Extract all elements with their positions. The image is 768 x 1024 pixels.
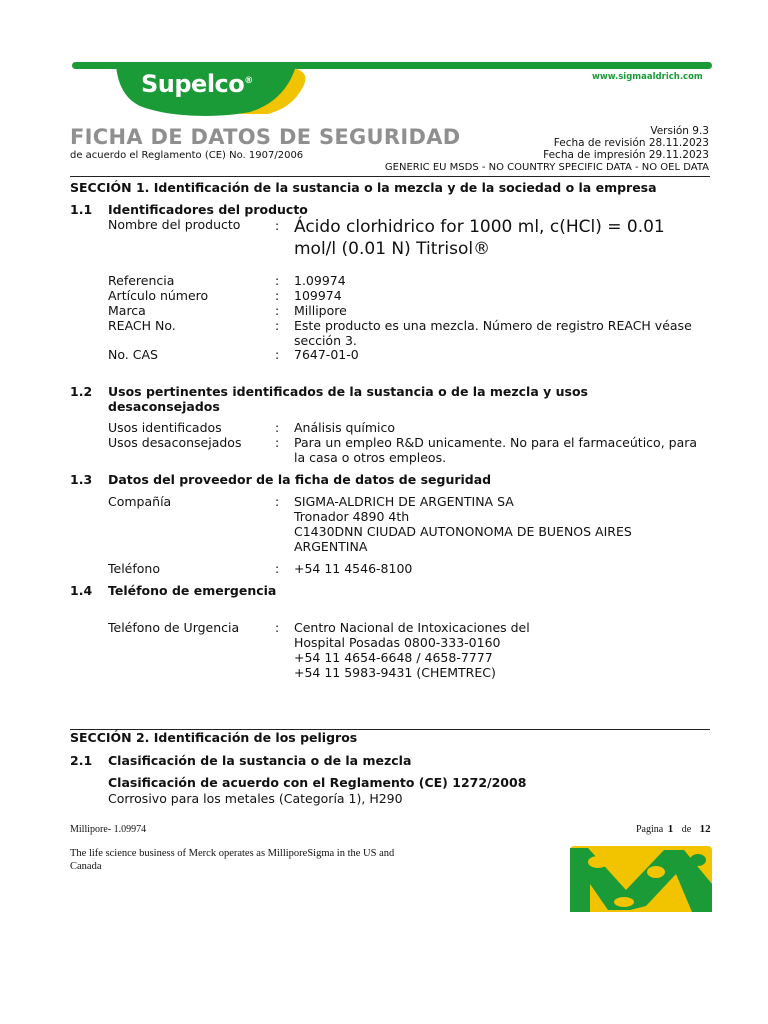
product-name-label: Nombre del producto [108, 217, 241, 232]
emergency-line: +54 11 5983-9431 (CHEMTREC) [294, 665, 496, 680]
subsection-number: 1.4 [70, 583, 93, 598]
colon: : [275, 347, 280, 362]
header-banner [0, 52, 768, 122]
classification-item: Corrosivo para los metales (Categoría 1), H290 [108, 791, 403, 806]
revision-date: Fecha de revisión 28.11.2023 [553, 137, 709, 149]
disclaimer-line: Canada [70, 861, 102, 872]
subsection-number: 1.2 [70, 384, 93, 399]
page-total: 12 [699, 823, 711, 835]
brand-value: Millipore [294, 303, 347, 318]
reference-value: 1.09974 [294, 273, 346, 288]
discouraged-uses-label: Usos desaconsejados [108, 435, 242, 450]
subsection-number: 1.1 [70, 202, 93, 217]
emergency-phone-value [294, 620, 719, 680]
colon: : [275, 420, 280, 435]
website-link[interactable]: www.sigmaaldrich.com [592, 72, 703, 82]
reach-value [294, 318, 719, 348]
footer-product-ref: Millipore- 1.09974 [70, 824, 147, 835]
discouraged-uses-line: Para un empleo R&D unicamente. No para el farmaceútico, para [294, 435, 698, 450]
phone-value[interactable]: +54 11 4546-8100 [294, 561, 413, 576]
reference-label: Referencia [108, 273, 175, 288]
emergency-phone-label: Teléfono de Urgencia [108, 620, 240, 635]
subsection-title: Datos del proveedor de la ficha de datos de seguridad [108, 472, 492, 487]
regulation-line: de acuerdo el Reglamento (CE) No. 1907/2006 [70, 150, 304, 161]
product-name-line: mol/l (0.01 N) Titrisol® [294, 239, 491, 259]
print-date: Fecha de impresión 29.11.2023 [543, 149, 709, 161]
section1-title: SECCIÓN 1. Identificación de la sustancia o la mezcla y de la sociedad o la empresa [70, 180, 657, 195]
generic-note: GENERIC EU MSDS - NO COUNTRY SPECIFIC DATA - NO OEL DATA [384, 162, 709, 173]
colon: : [275, 273, 280, 288]
brand-logo [141, 70, 253, 98]
brand-name: Supelco [141, 70, 245, 98]
colon: : [275, 318, 280, 333]
discouraged-uses-value [294, 435, 719, 465]
cas-label: No. CAS [108, 347, 158, 362]
subsection-title-line: Usos pertinentes identificados de la sustancia o de la mezcla y usos [108, 384, 588, 399]
disclaimer-line: The life science business of Merck operates as MilliporeSigma in the US and [70, 848, 395, 859]
colon: : [275, 288, 280, 303]
colon: : [275, 561, 280, 576]
page-label: Pagina [636, 824, 664, 835]
page-indicator [636, 823, 711, 835]
reach-line: Este producto es una mezcla. Número de registro REACH véase [294, 318, 692, 333]
colon: : [275, 218, 280, 233]
section-divider [70, 176, 710, 177]
classification-subtitle: Clasificación de acuerdo con el Reglamento (CE) 1272/2008 [108, 775, 527, 790]
subsection-number: 1.3 [70, 472, 93, 487]
colon: : [275, 620, 280, 635]
subsection-title: Teléfono de emergencia [108, 583, 277, 598]
company-line: Tronador 4890 4th [294, 509, 410, 524]
article-value: 109974 [294, 288, 342, 303]
product-name-line: Ácido clorhidrico for 1000 ml, c(HCl) = 0.01 [294, 217, 665, 237]
product-name-value [294, 216, 665, 260]
company-label: Compañía [108, 494, 172, 509]
emergency-line: Hospital Posadas 0800-333-0160 [294, 635, 501, 650]
cas-value: 7647-01-0 [294, 347, 359, 362]
merck-logo-icon [568, 844, 714, 914]
reach-label: REACH No. [108, 318, 176, 333]
company-value [294, 494, 719, 554]
subsection-title: Clasificación de la sustancia o de la mezcla [108, 753, 412, 768]
colon: : [275, 435, 280, 450]
subsection-title [108, 384, 708, 414]
colon: : [275, 494, 280, 509]
identified-uses-value: Análisis químico [294, 420, 396, 435]
section2-title: SECCIÓN 2. Identificación de los peligros [70, 730, 358, 745]
identified-uses-label: Usos identificados [108, 420, 222, 435]
phone-label: Teléfono [108, 561, 160, 576]
subsection-title-line: desaconsejados [108, 399, 220, 414]
colon: : [275, 303, 280, 318]
reach-line: sección 3. [294, 333, 357, 348]
page-current: 1 [667, 823, 674, 835]
brand-mark: ® [244, 76, 253, 86]
article-label: Artículo número [108, 288, 209, 303]
emergency-line: +54 11 4654-6648 / 4658-7777 [294, 650, 493, 665]
company-line: ARGENTINA [294, 539, 368, 554]
brand-label: Marca [108, 303, 146, 318]
subsection-title: Identificadores del producto [108, 202, 308, 217]
company-line: C1430DNN CIUDAD AUTONONOMA DE BUENOS AIRES [294, 524, 632, 539]
emergency-line: Centro Nacional de Intoxicaciones del [294, 620, 530, 635]
page-of: de [681, 824, 692, 835]
discouraged-uses-line: la casa o otros empleos. [294, 450, 447, 465]
subsection-number: 2.1 [70, 753, 93, 768]
version: Versión 9.3 [650, 125, 709, 137]
company-line: SIGMA-ALDRICH DE ARGENTINA SA [294, 494, 514, 509]
footer-disclaimer [70, 847, 450, 873]
doc-title: FICHA DE DATOS DE SEGURIDAD [70, 125, 461, 149]
